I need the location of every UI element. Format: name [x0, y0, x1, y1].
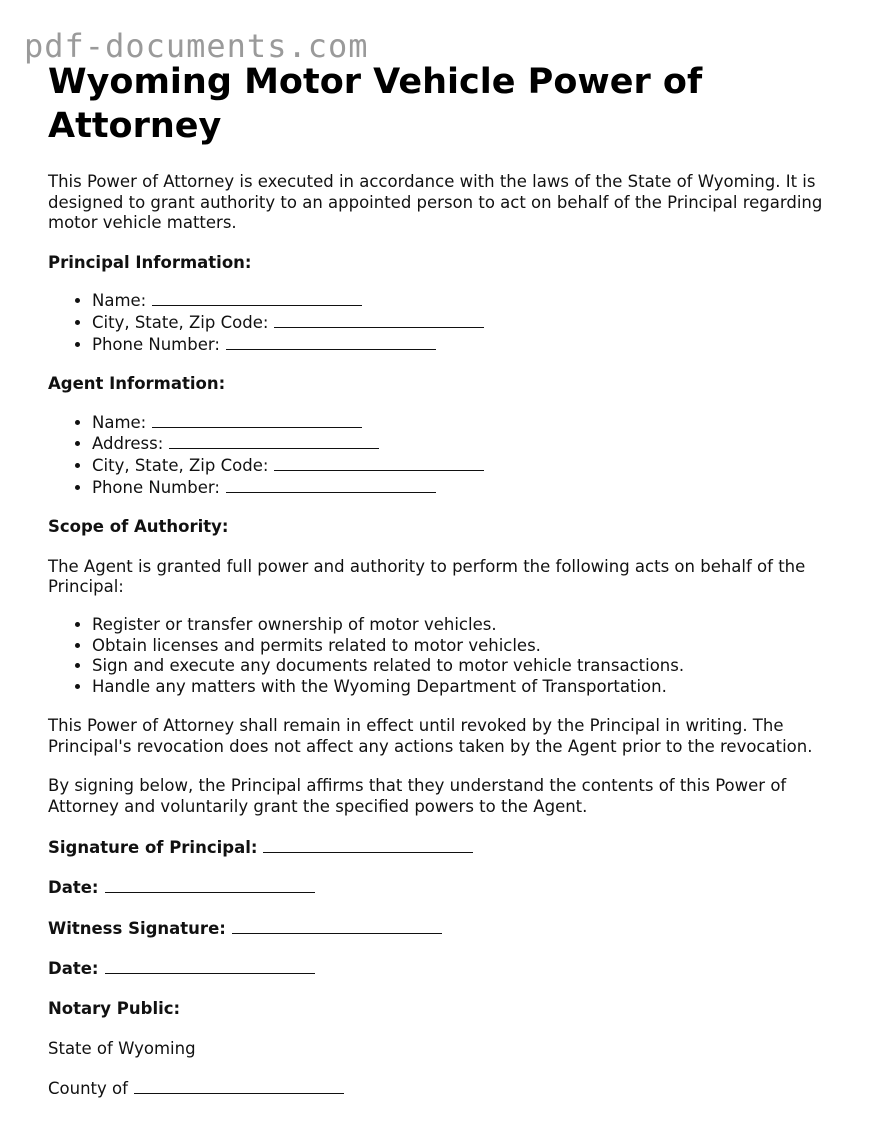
- date-blank[interactable]: [105, 958, 315, 974]
- agent-phone-field: [92, 477, 848, 499]
- effect-paragraph: This Power of Attorney shall remain in effect until revoked by the Principal in writing. The Principal's revocation does not affect any actions taken by the Agent prior to the revocation.: [48, 716, 813, 756]
- date-line: [48, 958, 848, 980]
- signature-blank[interactable]: [263, 837, 473, 853]
- field-label: Phone Number:: [92, 477, 220, 497]
- field-label: City, State, Zip Code:: [92, 312, 269, 332]
- field-label: Witness Signature:: [48, 918, 226, 938]
- intro-paragraph: This Power of Attorney is executed in accordance with the laws of the State of Wyoming. It is designed to grant authority to an appointed person to act on behalf of the Principal regarding motor vehicle matters.: [48, 172, 823, 233]
- notary-county-line: [48, 1078, 848, 1100]
- notary-state: State of Wyoming: [48, 1038, 196, 1058]
- principal-name-field: [92, 290, 848, 312]
- signature-blank[interactable]: [232, 918, 442, 934]
- field-label: County of: [48, 1079, 128, 1099]
- field-label: Address:: [92, 434, 164, 454]
- principal-phone-field: [92, 334, 848, 356]
- field-label: Phone Number:: [92, 334, 220, 354]
- name-blank[interactable]: [152, 290, 362, 306]
- scope-list: [48, 615, 848, 697]
- field-label: Name:: [92, 412, 147, 432]
- date-blank[interactable]: [105, 877, 315, 893]
- name-blank[interactable]: [152, 412, 362, 428]
- principal-city-field: [92, 312, 848, 334]
- field-label: Signature of Principal:: [48, 837, 258, 857]
- phone-blank[interactable]: [226, 477, 436, 493]
- field-label: City, State, Zip Code:: [92, 455, 269, 475]
- affirm-paragraph: By signing below, the Principal affirms that they understand the contents of this Power of Attorney and voluntarily grant the specified powers to the Agent.: [48, 776, 787, 817]
- city-blank[interactable]: [274, 312, 484, 328]
- list-item: • Sign and execute any documents related to motor vehicle transactions.: [92, 656, 848, 677]
- address-blank[interactable]: [169, 433, 379, 449]
- list-item: • Handle any matters with the Wyoming Department of Transportation.: [92, 677, 848, 698]
- witness-signature-line: [48, 918, 848, 940]
- list-item: • Obtain licenses and permits related to motor vehicles.: [92, 636, 848, 657]
- principal-heading: Principal Information:: [48, 252, 252, 272]
- field-label: Name:: [92, 291, 147, 311]
- agent-fields: [48, 412, 848, 498]
- phone-blank[interactable]: [226, 334, 436, 350]
- scope-text: The Agent is granted full power and authority to perform the following acts on behalf of the Principal:: [48, 556, 806, 597]
- city-blank[interactable]: [274, 455, 484, 471]
- notary-heading: Notary Public:: [48, 999, 181, 1019]
- agent-heading: Agent Information:: [48, 374, 226, 394]
- date-line: [48, 877, 848, 899]
- county-blank[interactable]: [134, 1078, 344, 1094]
- document-title: Wyoming Motor Vehicle Power of Attorney: [48, 62, 703, 146]
- agent-address-field: [92, 433, 848, 455]
- field-label: Date:: [48, 878, 99, 898]
- document-body: [48, 60, 848, 1100]
- agent-name-field: [92, 412, 848, 434]
- field-label: Date:: [48, 959, 99, 979]
- scope-heading: Scope of Authority:: [48, 517, 229, 537]
- list-item: • Register or transfer ownership of motor vehicles.: [92, 615, 848, 636]
- watermark: pdf-documents.com: [24, 27, 369, 65]
- principal-fields: [48, 290, 848, 355]
- agent-city-field: [92, 455, 848, 477]
- principal-signature-line: [48, 837, 848, 859]
